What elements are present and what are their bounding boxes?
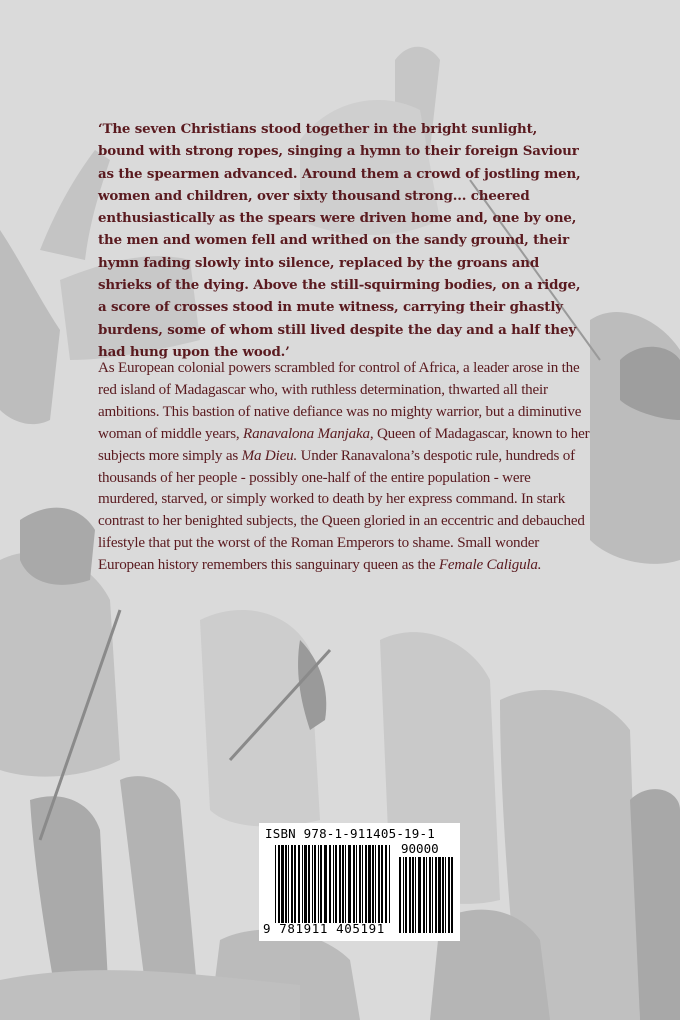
queen-name-italic: Ranavalona Manjaka [243, 425, 370, 442]
barcode-ean-digits: 9 781911 405191 [263, 921, 385, 936]
barcode-bar [375, 845, 376, 923]
barcode-bar [312, 845, 313, 923]
barcode-bar [385, 845, 387, 923]
barcode-bar [438, 857, 441, 933]
description-text-2: , Queen of Madagascar, known to her subjects more simply as [98, 425, 590, 464]
barcode-bar [359, 845, 361, 923]
barcode-bar [339, 845, 341, 923]
barcode-bar [445, 857, 446, 933]
barcode-bar [372, 845, 374, 923]
barcode-bar [451, 857, 453, 933]
barcode-bar [429, 857, 431, 933]
barcode-bar [418, 857, 421, 933]
barcode-bar [412, 857, 414, 933]
barcode-bar [288, 845, 289, 923]
isbn-barcode [259, 823, 460, 941]
barcode-bar [275, 845, 276, 923]
barcode-bar [426, 857, 427, 933]
barcode-bar [389, 845, 390, 923]
barcode-bar [291, 845, 293, 923]
barcode-bar [348, 845, 351, 923]
barcode-bar [285, 845, 287, 923]
barcode-bar [356, 845, 357, 923]
barcode-bar [342, 845, 344, 923]
barcode-bar [314, 845, 316, 923]
barcode-bar [324, 845, 327, 923]
barcode-bar [378, 845, 380, 923]
barcode-bar [381, 845, 383, 923]
barcode-bar [329, 845, 331, 923]
barcode-bar [405, 857, 407, 933]
barcode-bar [415, 857, 416, 933]
barcode-bar [345, 845, 346, 923]
barcode-bar [432, 857, 433, 933]
barcode-bar [333, 845, 334, 923]
description-text-1: As European colonial powers scrambled for control of Africa, a leader arose in the red island of Madagascar who, with ruthless determination, thwarted all their ambitions. This bastion of native defiance was no mighty warrior, but a diminutive woman of middle years, [98, 360, 582, 442]
barcode-bar [368, 845, 371, 923]
isbn-label: ISBN 978-1-911405-19-1 [265, 826, 435, 841]
barcode-bar [353, 845, 355, 923]
barcode-bar [435, 857, 437, 933]
barcode-bar [320, 845, 322, 923]
book-description [98, 358, 590, 577]
barcode-bar [448, 857, 450, 933]
barcode-bar [423, 857, 425, 933]
barcode-bar [399, 857, 401, 933]
queen-epithet-italic: Female Caligula. [438, 557, 542, 574]
barcode-bar [281, 845, 284, 923]
barcode-bar [403, 857, 404, 933]
barcode-bar [294, 845, 296, 923]
barcode-bar [409, 857, 411, 933]
barcode-bar [304, 845, 307, 923]
queen-nickname-italic: Ma Dieu. [241, 447, 298, 464]
barcode-bar [278, 845, 280, 923]
barcode-bar [318, 845, 319, 923]
barcode-bar [335, 845, 337, 923]
barcode-bar [308, 845, 310, 923]
barcode-bar [442, 857, 444, 933]
barcode-bar [362, 845, 363, 923]
barcode-bar [298, 845, 300, 923]
barcode-addon-digits: 90000 [401, 841, 439, 856]
barcode-bar [302, 845, 303, 923]
barcode-bar [365, 845, 367, 923]
description-text-3: Under Ranavalona’s despotic rule, hundreds of thousands of her people - possibly one-half of the entire population - were murdered, starved, or simply worked to death by her express command. In stark contrast to her benighted subjects, the Queen gloried in an eccentric and debauched lifestyle that put the worst of the Roman Emperors to shame. Small wonder European history remembers this sanguinary queen as the [98, 447, 585, 574]
back-cover-quote: ‘The seven Christians stood together in the bright sunlight, bound with strong ropes, singing a hymn to their foreign Saviour as the spearmen advanced. Around them a crowd of jostling men, women and children, over sixty thousand strong... cheered enthusiastically as the spears were driven home and, one by one, the men and women fell and writhed on the sandy ground, their hymn fading slowly into silence, replaced by the groans and shrieks of the dying. Above the still-squirming bodies, on a ridge, a score of crosses stood in mute witness, carrying their ghastly burdens, some of whom still lived despite the day and a half they had hung upon the wood.’ [98, 121, 581, 360]
